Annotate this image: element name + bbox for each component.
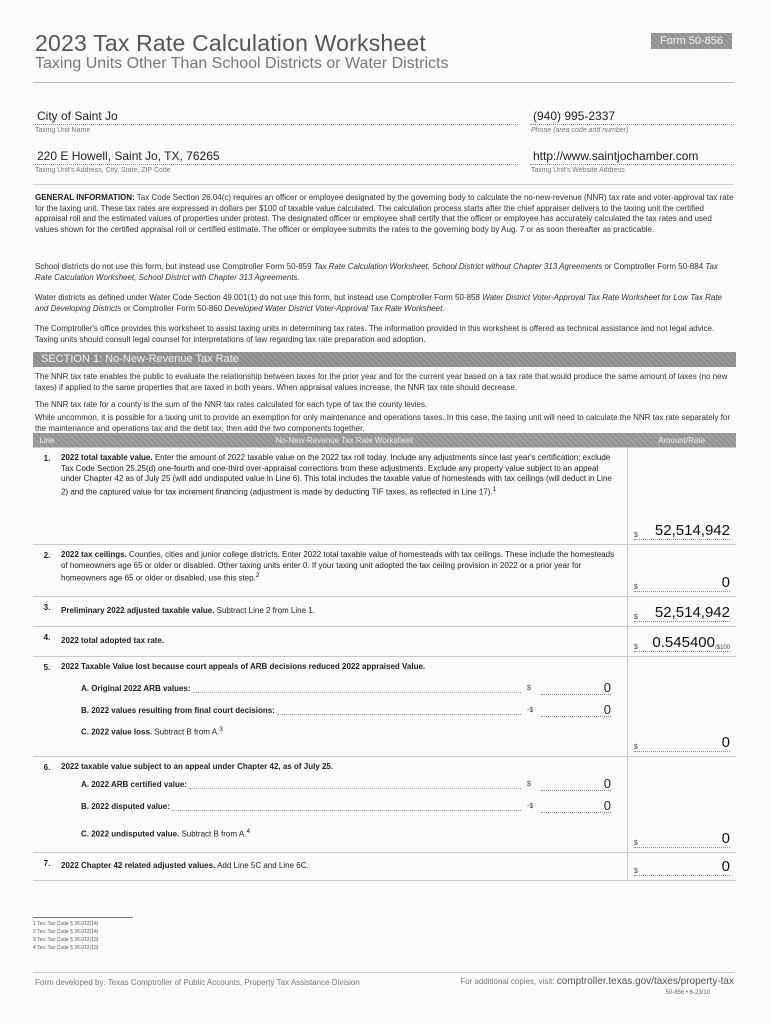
currency-symbol: $ bbox=[634, 614, 638, 621]
line-description bbox=[61, 657, 628, 757]
footnote-ref: 2 bbox=[255, 572, 260, 579]
footnote-4: 4 Tex. Tax Code § 26.012(13) bbox=[33, 945, 99, 951]
line-amount-cell bbox=[628, 657, 737, 757]
school-districts-note bbox=[35, 262, 737, 283]
line-2-amount: 0 bbox=[721, 574, 730, 591]
per-100-unit: /$100 bbox=[714, 645, 730, 651]
line-6-amount: 0 bbox=[721, 830, 730, 847]
line-amount-cell bbox=[628, 597, 737, 627]
header-divider bbox=[33, 82, 734, 83]
school-note-form1: Tax Rate Calculation Worksheet, School District without Chapter 313 Agreements bbox=[313, 262, 603, 271]
line-amount-cell bbox=[628, 757, 737, 853]
footnote-2: 2 Tex. Tax Code § 26.012(14) bbox=[33, 929, 99, 935]
currency-symbol: $ bbox=[634, 868, 638, 875]
footer-page-id: 50-856 • 6-23/10 bbox=[665, 990, 710, 996]
taxing-unit-name-value[interactable]: City of Saint Jo bbox=[37, 109, 118, 123]
line-description bbox=[61, 545, 628, 597]
line-title: 2022 Taxable Value lost because court appeals of ARB decisions reduced 2022 appraised Value. bbox=[61, 662, 426, 671]
footnote-ref: 1 bbox=[492, 485, 497, 493]
line-number: 4. bbox=[33, 627, 61, 657]
line-1-amount: 52,514,942 bbox=[654, 522, 730, 539]
phone-line bbox=[530, 124, 734, 125]
footnote-3: 3 Tex. Tax Code § 26.012(13) bbox=[33, 937, 99, 943]
line-text: Add Line 5C and Line 6C. bbox=[215, 861, 309, 870]
currency-symbol: $ bbox=[634, 584, 638, 591]
line-text: Counties, cities and junior college districts. Enter 2022 total taxable value of homesteads with tax ceilings. These include the homesteads of homeowners age 65 or older or disabled. Other taxing units enter 0. If your taxing unit adopted the tax ceiling provision in 2022 or a prior year for homeowners age 65 or older or disabled, use this step. bbox=[61, 550, 615, 583]
school-note-b: or Comptroller Form 50-884 bbox=[602, 262, 706, 271]
address-value[interactable]: 220 E Howell, Saint Jo, TX, 76265 bbox=[37, 149, 220, 163]
line-5b-label: B. 2022 values resulting from final court decisions: bbox=[81, 706, 275, 715]
line-5-amount: 0 bbox=[721, 734, 730, 751]
line-title: 2022 Chapter 42 related adjusted values. bbox=[61, 861, 216, 870]
line-6c-text: Subtract B from A. bbox=[179, 830, 247, 839]
section-1-paragraph-3: While uncommon, it is possible for a taxing unit to provide an exemption for only maintenance and operations taxes. In this case, the taxing unit will need to calculate the NNR tax rate separately for the maintenance and operations tax and the debt tax, then add the two components together. bbox=[35, 413, 731, 433]
line-5c bbox=[81, 723, 617, 739]
worksheet-row-4 bbox=[33, 627, 736, 657]
footnote-ref: 4 bbox=[246, 828, 251, 836]
form-title: 2023 Tax Rate Calculation Worksheet bbox=[35, 30, 426, 56]
line-5c-text: Subtract B from A. bbox=[152, 728, 220, 737]
line-amount-cell bbox=[628, 627, 737, 657]
amount-field[interactable] bbox=[634, 635, 730, 652]
col-title-header: No-New-Revenue Tax Rate Worksheet bbox=[61, 433, 628, 448]
address-label: Taxing Unit's Address, City, State, ZIP Code bbox=[35, 167, 171, 174]
school-note-a: School districts do not use this form, but instead use Comptroller Form 50-859 bbox=[35, 262, 314, 271]
nnr-worksheet-table bbox=[33, 433, 736, 881]
line-title: 2022 total adopted tax rate. bbox=[61, 636, 165, 645]
footer-copies bbox=[460, 976, 734, 987]
water-note-form2: Developed Water District Voter-Approval Tax Rate Worksheet. bbox=[224, 303, 445, 313]
currency-symbol: $ bbox=[634, 532, 638, 539]
line-title: 2022 total taxable value. bbox=[61, 453, 153, 462]
line-5a bbox=[81, 679, 617, 695]
form-number-badge: Form 50-856 bbox=[651, 33, 732, 49]
footer-divider bbox=[33, 972, 734, 973]
address-line bbox=[33, 164, 518, 165]
footnote-ref: 3 bbox=[219, 726, 223, 734]
section-1-paragraph-2: The NNR tax rate for a county is the sum of the NNR tax rates calculated for each type of tax the county levies. bbox=[35, 400, 428, 409]
line-7-amount: 0 bbox=[721, 858, 730, 875]
footnote-divider bbox=[33, 917, 133, 918]
water-note-form1: Water District Voter-Approval Tax Rate Worksheet for Low Tax Rate and Developing Districts bbox=[35, 293, 722, 313]
line-description bbox=[61, 853, 628, 881]
line-6a bbox=[81, 775, 617, 791]
water-note-b: or Comptroller Form 50-860 bbox=[121, 303, 225, 313]
fields-divider bbox=[33, 184, 734, 185]
worksheet-header-row bbox=[33, 433, 736, 448]
line-6a-label: A. 2022 ARB certified value: bbox=[81, 780, 187, 789]
line-title: Preliminary 2022 adjusted taxable value. bbox=[61, 606, 215, 615]
line-title: 2022 tax ceilings. bbox=[61, 550, 127, 559]
line-number: 5. bbox=[33, 657, 61, 757]
comptroller-link[interactable]: comptroller.texas.gov/taxes/property-tax bbox=[556, 976, 734, 987]
worksheet-row-5 bbox=[33, 657, 736, 757]
line-6a-value[interactable]: 0 bbox=[541, 779, 611, 791]
col-line-header: Line bbox=[33, 433, 61, 448]
leader-dots bbox=[193, 692, 521, 693]
amount-field[interactable] bbox=[634, 523, 730, 540]
amount-field[interactable] bbox=[634, 575, 730, 592]
line-text: Enter the amount of 2022 taxable value on the 2022 tax roll today. Include any adjustments since last year's certification; exclude Tax Code Section 25.25(d) one-fourth and one-third over-appraisal corrections from these adjustments. Exclude any property value subject to an appeal under Chapter 42 as of July 25 (will add undisputed value in Line 6). This total includes the taxable value of homesteads with tax ceilings (will deduct in Line 2) and the captured value for tax increment financing (adjustment is made by deducting TIF taxes, as reflected in Line 17). bbox=[61, 453, 612, 497]
line-5b bbox=[81, 701, 617, 717]
line-amount-cell bbox=[628, 853, 737, 881]
line-description bbox=[61, 627, 628, 657]
phone-value[interactable]: (940) 995-2337 bbox=[533, 109, 616, 123]
footer-copies-prefix: For additional copies, visit: bbox=[460, 977, 557, 986]
line-5c-label: C. 2022 value loss. bbox=[81, 728, 153, 737]
worksheet-row-2 bbox=[33, 545, 736, 597]
neg-currency-symbol: -$ bbox=[527, 803, 534, 810]
general-information-lead: GENERAL INFORMATION: bbox=[35, 193, 135, 202]
leader-dots bbox=[172, 810, 521, 811]
amount-field[interactable] bbox=[634, 859, 730, 876]
amount-field[interactable] bbox=[634, 735, 730, 752]
line-6c-label: C. 2022 undisputed value. bbox=[81, 830, 180, 839]
comptroller-note: The Comptroller's office provides this worksheet to assist taxing units in determining tax rates. The information provided in this worksheet is offered as technical assistance and not legal advice. Taxing units should consult legal counsel for interpretations of law regarding tax rate preparation and adoption. bbox=[35, 324, 715, 344]
amount-field[interactable] bbox=[634, 605, 730, 622]
water-note-a: Water districts as defined under Water Code Section 49.001(1) do not use this form, but instead use Comptroller Form 50-858 bbox=[35, 293, 483, 302]
line-4-rate: 0.545400 bbox=[652, 634, 715, 651]
currency-symbol: $ bbox=[634, 644, 638, 651]
line-6c bbox=[81, 825, 617, 841]
leader-dots bbox=[277, 714, 521, 715]
taxing-unit-name-label: Taxing Unit Name bbox=[35, 127, 91, 134]
line-text: Subtract Line 2 from Line 1. bbox=[214, 606, 315, 615]
neg-currency-symbol: -$ bbox=[527, 707, 534, 714]
footnote-1: 1 Tex. Tax Code § 26.012(14) bbox=[33, 921, 99, 927]
section-1-paragraph-1: The NNR tax rate enables the public to evaluate the relationship between taxes for the prior year and for the current year based on a tax rate that would produce the same amount of taxes (no new taxes) if applied to the same properties that are taxed in both years. When appraisal values increase, the NNR tax rate should decrease. bbox=[35, 372, 728, 392]
currency-symbol: $ bbox=[527, 781, 531, 788]
line-number: 1. bbox=[33, 448, 61, 545]
website-value[interactable]: http://www.saintjochamber.com bbox=[533, 149, 699, 163]
line-5a-value[interactable]: 0 bbox=[541, 683, 611, 695]
leader-dots bbox=[189, 788, 521, 789]
school-note-form2: Tax Rate Calculation Worksheet, School District with Chapter 313 Agreements. bbox=[35, 262, 718, 282]
amount-field[interactable] bbox=[634, 831, 730, 848]
line-description bbox=[61, 448, 628, 545]
water-districts-note bbox=[35, 293, 737, 314]
currency-symbol: $ bbox=[634, 744, 638, 751]
line-5b-value[interactable]: 0 bbox=[541, 705, 611, 717]
worksheet-row-7 bbox=[33, 853, 736, 881]
general-information bbox=[35, 193, 737, 235]
worksheet-row-3 bbox=[33, 597, 736, 627]
phone-label: Phone (area code and number) bbox=[531, 127, 629, 134]
website-line bbox=[530, 164, 734, 165]
line-number: 2. bbox=[33, 545, 61, 597]
line-number: 3. bbox=[33, 597, 61, 627]
footer-credit: Form developed by: Texas Comptroller of Public Accounts, Property Tax Assistance Division bbox=[35, 978, 360, 987]
line-description bbox=[61, 757, 628, 853]
line-number: 6. bbox=[33, 757, 61, 853]
line-5a-label: A. Original 2022 ARB values: bbox=[81, 684, 191, 693]
line-title: 2022 taxable value subject to an appeal under Chapter 42, as of July 25. bbox=[61, 762, 334, 771]
line-number: 7. bbox=[33, 853, 61, 881]
col-amount-header: Amount/Rate bbox=[628, 433, 737, 448]
website-label: Taxing Unit's Website Address bbox=[531, 167, 625, 174]
taxing-unit-name-line bbox=[33, 124, 518, 125]
currency-symbol: $ bbox=[634, 840, 638, 847]
worksheet-row-1 bbox=[33, 448, 736, 545]
line-6b bbox=[81, 797, 617, 813]
line-3-amount: 52,514,942 bbox=[654, 604, 730, 621]
line-6b-value[interactable]: 0 bbox=[541, 801, 611, 813]
general-information-text: Tax Code Section 26.04(c) requires an officer or employee designated by the governing body to calculate the no-new-revenue (NNR) tax rate and voter-approval tax rate for the taxing unit. These tax rates are expressed in dollars per $100 of taxable value calculated. The calculation process starts after the chief appraiser delivers to the taxing unit the certified appraisal roll and the estimated values of properties under protest. The designated officer or employee shall certify that the officer or employee has accurately calculated the tax rates and used values shown for the certified appraisal roll or certified estimate. The officer or employee submits the rates to the governing body by Aug. 7 or as soon thereafter as practicable. bbox=[35, 193, 734, 234]
currency-symbol: $ bbox=[527, 685, 531, 692]
form-subtitle: Taxing Units Other Than School Districts or Water Districts bbox=[35, 55, 449, 72]
line-6b-label: B. 2022 disputed value: bbox=[81, 802, 170, 811]
section-1-header: SECTION 1: No-New-Revenue Tax Rate bbox=[33, 352, 736, 367]
line-amount-cell bbox=[628, 448, 737, 545]
line-amount-cell bbox=[628, 545, 737, 597]
line-description bbox=[61, 597, 628, 627]
worksheet-row-6 bbox=[33, 757, 736, 853]
